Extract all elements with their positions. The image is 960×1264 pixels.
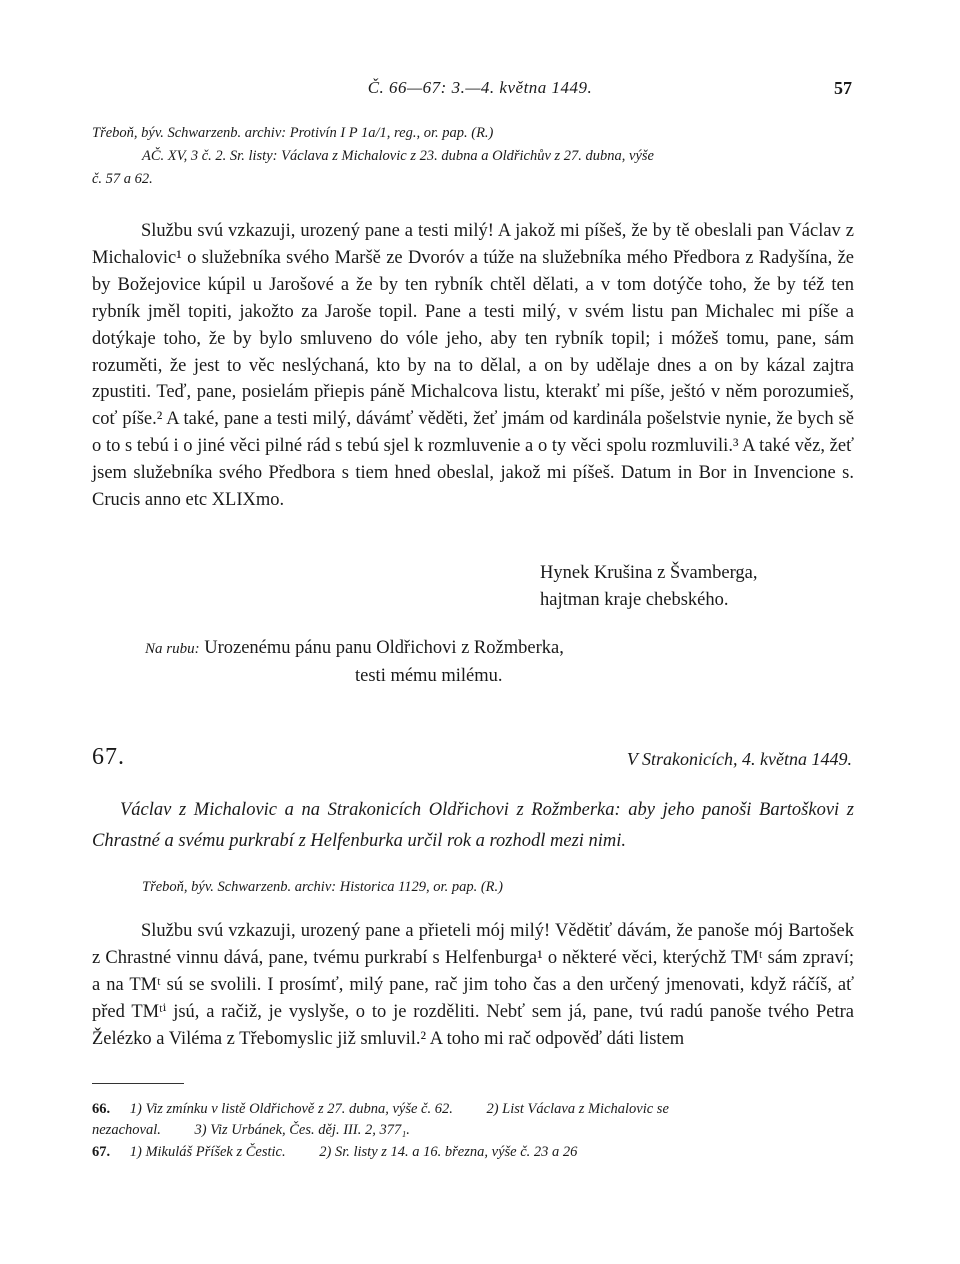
doc66-body-paragraph: Službu svú vzkazuji, urozený pane a testi milý! A jakož mi píšeš, že by tě obeslali pan Václav z Michalovic¹ o služebníka svého Maršě ze Dvoróv a túže na služebníka mého Předbora z Radyšína, že by Božejovice kúpil u Jarošové a že by ten rybník chtěl dělati, a v tom dotýče toho, že by též ten rybník jměl topiti, jakožto za Jaroše topil. Pane a testi milý, v svém listu pan Michalec mi píše a dotýkaje toho, že by bylo smluveno do vóle jeho, aby ten rybník topil; i móžeš tomu, pane, sám rozuměti, že jest to věc neslýchaná, kto by na to dělal, a on by udělaje dnes a on by kázal zajtra zpustiti. Teď, pane, posielám přiepis páně Michalcova listu, kterakť mi píše, ještó v něm porozumieš, coť píše.² A také, pane a testi milý, dávámť věděti, žeť jmám od kardinála pošelstvie nynie, že bych sě o to s tebú i o jiné věci pilné rád s tebú sjel k rozmluvenie a o ty věci spolu rozmluvili.³ A také věz, žeť jsem služebníka svého Předbora s tiem hned obeslal, jakož mi píšeš. Datum in Bor in Invencione s. Crucis anno etc XLIXmo. <box>92 221 854 511</box>
address-label: Na rubu: <box>145 641 200 657</box>
footnote-text: 2) Sr. listy z 14. a 16. března, výše č. 23 a 26 <box>319 1144 578 1160</box>
footnote-text: 3) Viz Urbánek, Čes. děj. III. 2, 377₁. <box>194 1122 410 1138</box>
doc66-source-line2: AČ. XV, 3 č. 2. Sr. listy: Václava z Michalovic z 23. dubna a Oldřichův z 27. dubna, výše <box>142 148 654 164</box>
doc67-body-paragraph: Službu svú vzkazuji, urozený pane a přieteli mój milý! Vědětiť dávám, že panoše mój Bartošek z Chrastné vinnu dává, pane, tvému purkrabí s Helfenburga¹ o některé věci, kterýchž TMᵗ sám zpraví; a na TMᵗ sú se svolili. I prosímť, milý pane, rač jim toho čas a den určený jmenovati, když ráčíš, ať před TMᵗⁱ jsú, a račiž, je vyslyše, o to je rozděliti. Nebť sem já, pane, tvú radú panoše tvého Petra Želézko a Viléma z Třebomyslic již smluvil.² A toho mi rač odpověď dáti listem <box>92 921 854 1049</box>
doc66-signature <box>540 560 758 614</box>
doc67-place-date: V Strakonicích, 4. května 1449. <box>626 749 852 769</box>
page-number: 57 <box>834 78 852 98</box>
footnote-text: 1) Mikuláš Příšek z Čestic. <box>129 1144 286 1160</box>
signature-line1: Hynek Krušina z Švamberga, <box>540 563 758 583</box>
running-title: Č. 66—67: 3.—4. května 1449. <box>367 78 593 97</box>
doc67-source: Třeboň, býv. Schwarzenb. archiv: Historica 1129, or. pap. (R.) <box>142 879 503 895</box>
doc66-source-line1: Třeboň, býv. Schwarzenb. archiv: Protivín I P 1a/1, reg., or. pap. (R.) <box>92 125 494 141</box>
address-line1: Urozenému pánu panu Oldřichovi z Rožmberka, <box>204 638 564 658</box>
doc67-number: 67. <box>92 744 125 770</box>
doc66-source <box>92 122 852 191</box>
doc67-summary-text: Václav z Michalovic a na Strakonicích Oldřichovi z Rožmberka: aby jeho panoši Bartoškovi z Chrastné a svému purkrabí z Helfenburka určil rok a rozhodl mezi nimi. <box>92 800 854 851</box>
signature-line2: hajtman kraje chebského. <box>540 590 729 610</box>
doc66-body <box>92 218 854 514</box>
footnotes-66 <box>92 1099 854 1141</box>
footnote-text: 2) List Václava z Michalovic se <box>486 1101 669 1117</box>
footnotes-67 <box>92 1142 854 1163</box>
doc66-address <box>145 635 564 690</box>
address-line2: testi mému milému. <box>355 666 503 686</box>
doc66-source-line3: č. 57 a 62. <box>92 171 153 187</box>
doc67-summary <box>92 795 854 857</box>
footnote-number: 67. <box>92 1144 111 1160</box>
doc67-body <box>92 918 854 1053</box>
footnote-text: 1) Viz zmínku v listě Oldřichově z 27. dubna, výše č. 62. <box>129 1101 453 1117</box>
footnote-rule <box>92 1083 184 1084</box>
footnote-number: 66. <box>92 1101 111 1117</box>
footnote-text: nezachoval. <box>92 1122 161 1138</box>
